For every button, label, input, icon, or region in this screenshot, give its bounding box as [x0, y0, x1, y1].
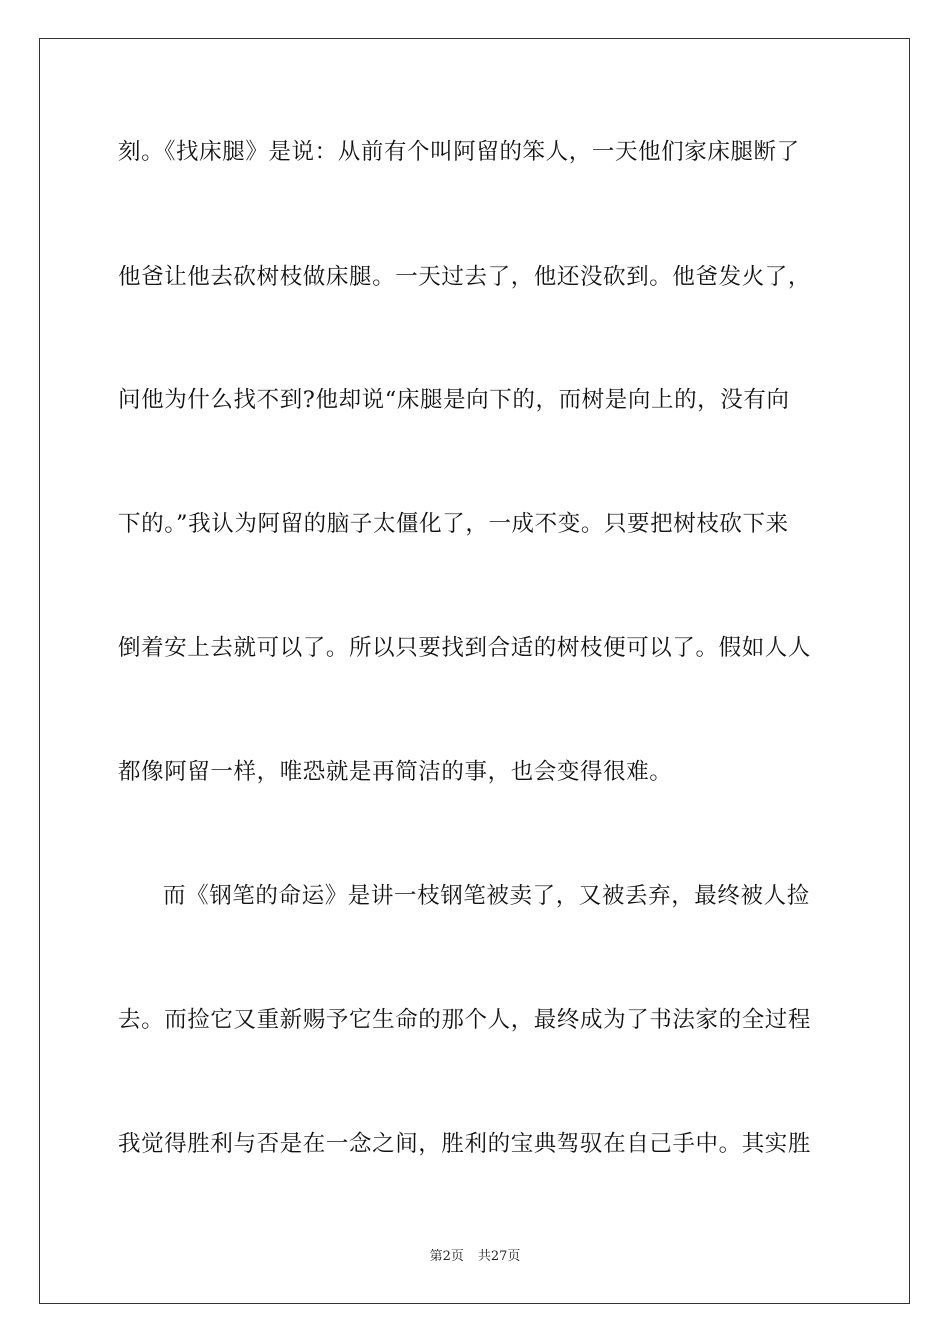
- text-line: 下的。”我认为阿留的脑子太僵化了，一成不变。只要把树枝砍下来: [118, 511, 789, 537]
- page-border: [39, 38, 910, 1304]
- page-total: 共27页: [477, 1249, 521, 1264]
- text-line: 刻。《找床腿》是说：从前有个叫阿留的笨人，一天他们家床腿断了: [118, 139, 800, 165]
- text-line: 都像阿留一样，唯恐就是再简洁的事，也会变得很难。: [118, 759, 673, 785]
- text-line: 倒着安上去就可以了。所以只要找到合适的树枝便可以了。假如人人: [118, 635, 812, 661]
- text-line: 我觉得胜利与否是在一念之间，胜利的宝典驾驭在自己手中。其实胜: [118, 1131, 812, 1157]
- paragraph-start-line: 而《钢笔的命运》是讲一枝钢笔被卖了，又被丢弃，最终被人捡: [163, 883, 810, 909]
- text-line: 去。而捡它又重新赐予它生命的那个人，最终成为了书法家的全过程: [118, 1007, 812, 1033]
- text-line: 问他为什么找不到?他却说“床腿是向下的，而树是向上的，没有向: [118, 387, 790, 413]
- text-line: 他爸让他去砍树枝做床腿。一天过去了，他还没砍到。他爸发火了，: [118, 264, 812, 290]
- page-number: 第2页: [429, 1249, 464, 1264]
- page-footer: [0, 1248, 950, 1266]
